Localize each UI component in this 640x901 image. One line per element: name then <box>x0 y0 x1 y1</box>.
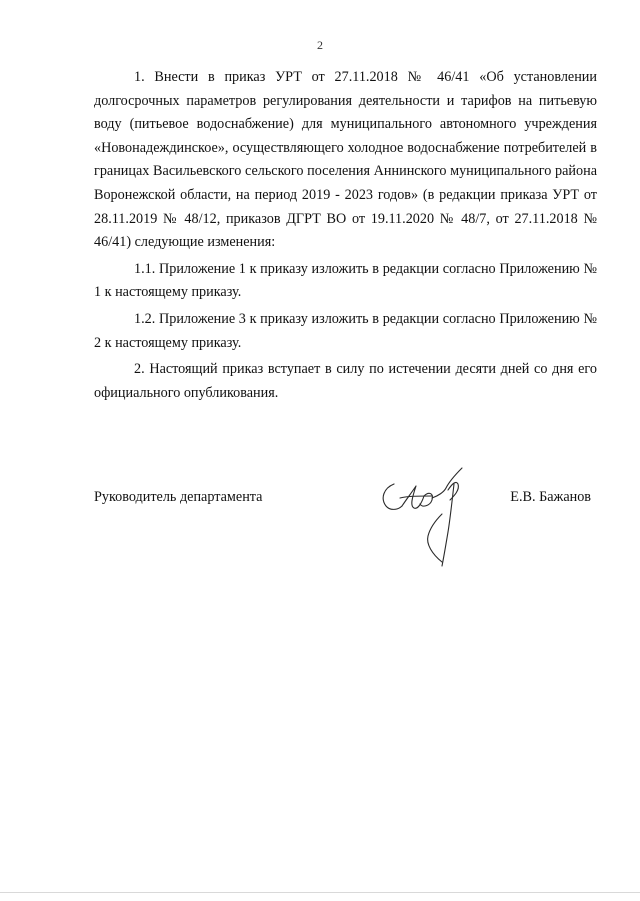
signatory-title: Руководитель департамента <box>94 489 263 505</box>
document-body <box>94 66 597 405</box>
paragraph-1: 1. Внести в приказ УРТ от 27.11.2018 № 46/41 «Об установлении долгосрочных параметров регулирования деятельности и тарифов на питьевую воду (питьевое водоснабжение) для муниципального автономного учреждения «Новонадеждинское», осуществляющего холодное водоснабжение потребителей в границах Васильевского сельского поселения Аннинского муниципального района Воронежской области, на период 2019 - 2023 годов» (в редакции приказа УРТ от 28.11.2019 № 48/12, приказов ДГРТ ВО от 19.11.2020 № 48/7, от 27.11.2018 № 46/41) следующие изменения: <box>94 69 597 251</box>
page-number: 2 <box>317 38 323 52</box>
signatory-name: Е.В. Бажанов <box>510 489 591 505</box>
handwritten-signature <box>372 462 482 572</box>
paragraph-1-2: 1.2. Приложение 3 к приказу изложить в редакции согласно Приложению № 2 к настоящему приказу. <box>94 310 597 351</box>
paragraph-2: 2. Настоящий приказ вступает в силу по истечении десяти дней со дня его официального опубликования. <box>94 361 597 401</box>
paragraph-1-1: 1.1. Приложение 1 к приказу изложить в редакции согласно Приложению № 1 к настоящему приказу. <box>94 260 597 301</box>
page-bottom-edge <box>0 892 640 893</box>
signature-row <box>94 489 597 513</box>
